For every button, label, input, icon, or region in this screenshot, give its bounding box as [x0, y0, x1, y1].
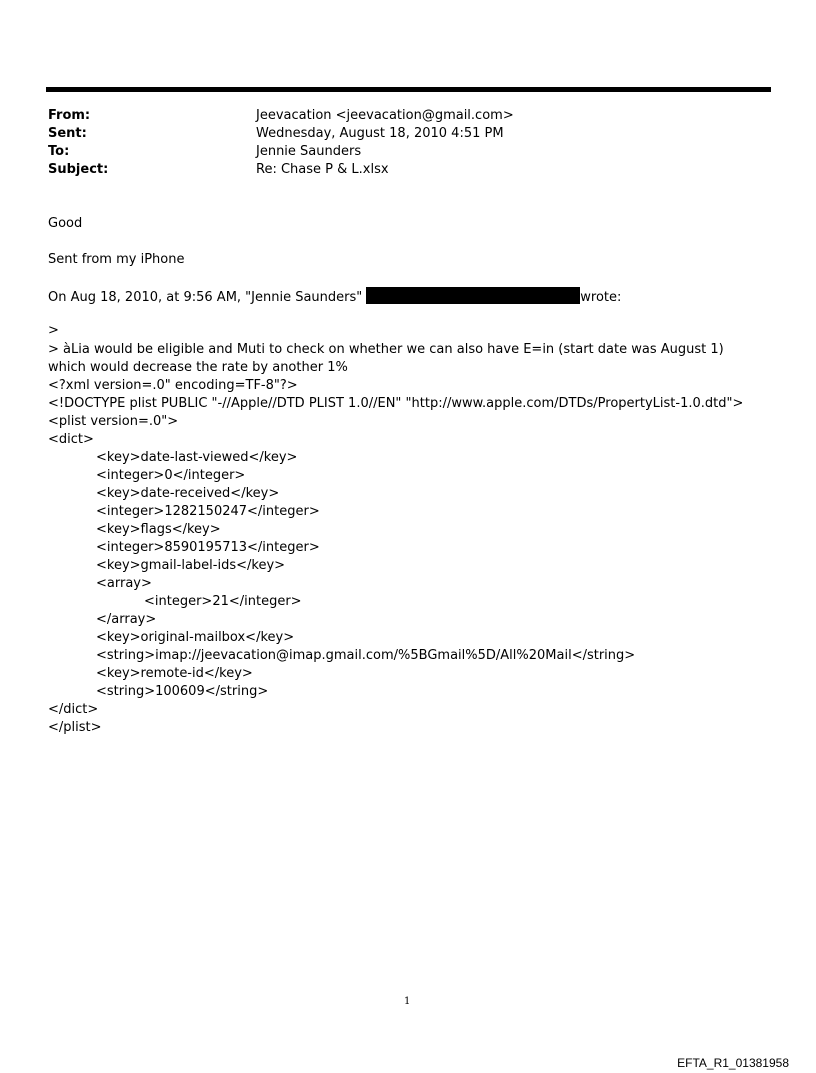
xml-line: <array> — [96, 576, 152, 591]
body-good: Good — [48, 216, 83, 231]
xml-line: <key>flags</key> — [96, 522, 221, 537]
subject-label: Subject: — [48, 162, 109, 177]
quote-intro-after: wrote: — [580, 290, 622, 305]
xml-line: <integer>1282150247</integer> — [96, 504, 320, 519]
xml-line: </array> — [96, 612, 157, 627]
body-sent-from: Sent from my iPhone — [48, 252, 185, 267]
xml-line: </dict> — [48, 702, 99, 717]
xml-line: <key>remote-id</key> — [96, 666, 253, 681]
xml-line: <integer>8590195713</integer> — [96, 540, 320, 555]
to-value: Jennie Saunders — [256, 144, 362, 159]
subject-value: Re: Chase P & L.xlsx — [256, 162, 389, 177]
xml-line: <string>100609</string> — [96, 684, 269, 699]
from-value: Jeevacation <jeevacation@gmail.com> — [256, 108, 514, 123]
quote-intro-before: On Aug 18, 2010, at 9:56 AM, "Jennie Saunders" — [48, 290, 363, 305]
sent-label: Sent: — [48, 126, 87, 141]
sent-value: Wednesday, August 18, 2010 4:51 PM — [256, 126, 504, 141]
xml-line: <!DOCTYPE plist PUBLIC "-//Apple//DTD PLIST 1.0//EN" "http://www.apple.com/DTDs/PropertyList-1.0.dtd"> — [48, 396, 744, 411]
xml-line: <dict> — [48, 432, 94, 447]
header-divider — [46, 87, 771, 92]
page-number: 1 — [404, 996, 411, 1007]
xml-line: </plist> — [48, 720, 102, 735]
xml-line: <key>date-last-viewed</key> — [96, 450, 298, 465]
xml-line: <key>date-received</key> — [96, 486, 280, 501]
quote-intro — [48, 287, 621, 307]
xml-line: <integer>21</integer> — [144, 594, 302, 609]
quote-marker: > — [48, 323, 59, 338]
bates-number: EFTA_R1_01381958 — [677, 1056, 789, 1070]
redaction-bar — [366, 287, 580, 304]
from-label: From: — [48, 108, 91, 123]
xml-line: <plist version=.0"> — [48, 414, 179, 429]
xml-line: <string>imap://jeevacation@imap.gmail.com/%5BGmail%5D/All%20Mail</string> — [96, 648, 636, 663]
xml-line: <key>gmail-label-ids</key> — [96, 558, 286, 573]
xml-line: <key>original-mailbox</key> — [96, 630, 295, 645]
quote-text: > àLia would be eligible and Muti to check on whether we can also have E=in (start date was August 1) which would decrease the rate by another 1% — [48, 342, 724, 375]
to-label: To: — [48, 144, 70, 159]
xml-line: <integer>0</integer> — [96, 468, 246, 483]
xml-line: <?xml version=.0" encoding=TF-8"?> — [48, 378, 298, 393]
